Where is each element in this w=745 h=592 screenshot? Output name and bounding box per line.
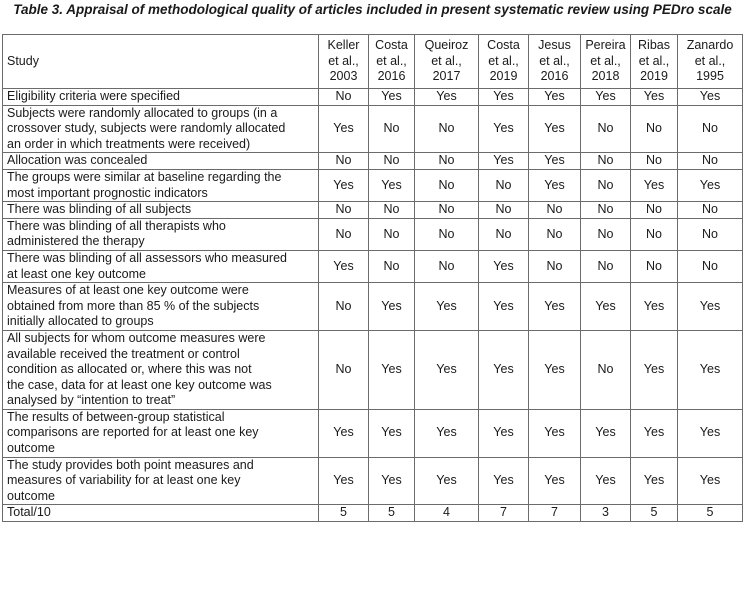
study-header-line: 2003	[329, 69, 358, 84]
study-header-line: Keller	[327, 38, 360, 53]
score-cell: Yes	[529, 283, 581, 331]
score-cell: Yes	[678, 457, 743, 505]
score-cell: No	[319, 89, 369, 106]
score-cell: Yes	[631, 330, 678, 409]
score-cell: Yes	[479, 330, 529, 409]
score-cell: No	[319, 218, 369, 250]
score-cell: No	[581, 169, 631, 201]
criterion-line: Measures of at least one key outcome were	[7, 283, 249, 298]
study-header-line: et al.,	[431, 53, 462, 68]
table-row	[3, 457, 743, 505]
score-cell: No	[581, 105, 631, 153]
study-header-line: 2016	[377, 69, 406, 84]
table-row	[3, 250, 743, 282]
criterion-line: comparisons are reported for at least one key	[7, 425, 259, 440]
score-cell: No	[529, 202, 581, 219]
score-cell: No	[581, 218, 631, 250]
score-cell: Yes	[631, 457, 678, 505]
criterion-line: the case, data for at least one key outcome was	[7, 377, 272, 392]
score-cell: No	[319, 202, 369, 219]
table-row	[3, 105, 743, 153]
study-header-line: 2016	[540, 69, 569, 84]
score-cell: No	[415, 218, 479, 250]
criterion-line: at least one key outcome	[7, 266, 146, 281]
score-cell: Yes	[678, 169, 743, 201]
study-header-line: Costa	[375, 38, 408, 53]
study-header-line: et al.,	[590, 53, 621, 68]
criterion-cell	[3, 218, 319, 250]
criterion-cell	[3, 89, 319, 106]
score-cell: Yes	[415, 457, 479, 505]
score-cell: No	[678, 218, 743, 250]
score-cell: Yes	[678, 330, 743, 409]
criterion-line: crossover study, subjects were randomly allocated	[7, 121, 286, 136]
criterion-line: There was blinding of all subjects	[7, 202, 192, 217]
study-header-line: et al.,	[638, 53, 670, 68]
table-body	[3, 89, 743, 522]
score-cell: Yes	[529, 330, 581, 409]
criterion-line: All subjects for whom outcome measures were	[7, 330, 266, 345]
score-cell: No	[369, 202, 415, 219]
study-header-line: 1995	[696, 69, 724, 84]
score-cell: Yes	[678, 89, 743, 106]
study-header-line: et al.,	[539, 53, 570, 68]
score-cell: No	[678, 153, 743, 170]
score-cell: No	[529, 218, 581, 250]
score-cell: Yes	[631, 89, 678, 106]
criterion-line: outcome	[7, 488, 55, 503]
criterion-cell	[3, 505, 319, 522]
score-cell: No	[631, 250, 678, 282]
study-header-line: et al.,	[488, 53, 519, 68]
score-cell: Yes	[529, 169, 581, 201]
score-cell: No	[678, 250, 743, 282]
criterion-cell	[3, 283, 319, 331]
score-cell: Yes	[479, 409, 529, 457]
score-cell: No	[369, 153, 415, 170]
criterion-cell	[3, 457, 319, 505]
criterion-line: There was blinding of all assessors who measured	[7, 250, 287, 265]
score-cell: Yes	[369, 330, 415, 409]
score-cell: No	[479, 218, 529, 250]
header-row	[3, 35, 743, 89]
score-cell: No	[415, 202, 479, 219]
criterion-cell	[3, 153, 319, 170]
study-column-header	[415, 35, 479, 89]
criterion-line: administered the therapy	[7, 234, 145, 249]
study-header-line: Jesus	[538, 38, 571, 53]
score-cell: No	[479, 169, 529, 201]
criterion-cell	[3, 202, 319, 219]
score-cell: Yes	[319, 169, 369, 201]
score-cell: No	[369, 218, 415, 250]
score-cell: No	[415, 105, 479, 153]
study-column-header	[631, 35, 678, 89]
score-cell: No	[631, 202, 678, 219]
score-cell: Yes	[369, 409, 415, 457]
study-header-line: Zanardo	[686, 38, 734, 53]
criterion-line: condition as allocated or, where this was not	[7, 362, 252, 377]
study-column-header	[479, 35, 529, 89]
score-cell: No	[581, 250, 631, 282]
criterion-line: Eligibility criteria were specified	[7, 89, 180, 103]
score-cell: Yes	[415, 409, 479, 457]
table-row	[3, 153, 743, 170]
score-cell: Yes	[319, 105, 369, 153]
score-cell: No	[415, 153, 479, 170]
criterion-line: There was blinding of all therapists who	[7, 218, 226, 233]
score-cell: No	[581, 330, 631, 409]
score-cell: Yes	[479, 250, 529, 282]
study-header-line: Costa	[487, 38, 520, 53]
score-cell: Yes	[581, 409, 631, 457]
score-cell: No	[369, 250, 415, 282]
study-column-header	[678, 35, 743, 89]
score-cell: Yes	[369, 457, 415, 505]
score-cell: No	[479, 202, 529, 219]
score-cell: No	[581, 202, 631, 219]
score-cell: 4	[415, 505, 479, 522]
score-cell: Yes	[678, 283, 743, 331]
score-cell: Yes	[479, 283, 529, 331]
score-cell: No	[369, 105, 415, 153]
score-cell: Yes	[319, 409, 369, 457]
criterion-line: measures of variability for at least one key	[7, 473, 241, 488]
score-cell: No	[319, 330, 369, 409]
score-cell: Yes	[631, 283, 678, 331]
table-row	[3, 202, 743, 219]
table-row	[3, 283, 743, 331]
score-cell: Yes	[529, 153, 581, 170]
score-cell: Yes	[678, 409, 743, 457]
criterion-line: initially allocated to groups	[7, 314, 154, 329]
score-cell: Yes	[479, 153, 529, 170]
criterion-cell	[3, 409, 319, 457]
study-header-line: Ribas	[638, 38, 670, 53]
score-cell: 7	[529, 505, 581, 522]
study-column-header	[529, 35, 581, 89]
score-cell: Yes	[631, 169, 678, 201]
score-cell: Yes	[369, 89, 415, 106]
criterion-line: Total/10	[7, 505, 51, 520]
score-cell: 5	[319, 505, 369, 522]
pedro-table	[2, 34, 743, 522]
score-cell: No	[581, 153, 631, 170]
criterion-cell	[3, 250, 319, 282]
score-cell: 5	[369, 505, 415, 522]
score-cell: Yes	[319, 457, 369, 505]
study-header-line: 2017	[432, 69, 461, 84]
criterion-cell	[3, 169, 319, 201]
table-row	[3, 505, 743, 522]
criterion-line: available received the treatment or control	[7, 346, 240, 361]
criterion-line: outcome	[7, 441, 55, 456]
score-cell: No	[631, 153, 678, 170]
study-header-line: et al.,	[376, 53, 407, 68]
score-cell: Yes	[479, 105, 529, 153]
table-row	[3, 218, 743, 250]
table-row	[3, 330, 743, 409]
score-cell: Yes	[369, 283, 415, 331]
score-cell: Yes	[479, 457, 529, 505]
study-column-header	[319, 35, 369, 89]
score-cell: Yes	[581, 89, 631, 106]
criterion-line: analysed by “intention to treat”	[7, 393, 176, 408]
table-row	[3, 89, 743, 106]
score-cell: Yes	[369, 169, 415, 201]
table-row	[3, 409, 743, 457]
score-cell: Yes	[529, 457, 581, 505]
score-cell: Yes	[319, 250, 369, 282]
score-cell: Yes	[479, 89, 529, 106]
criterion-line: The study provides both point measures and	[7, 457, 254, 472]
study-header-line: Pereira	[585, 38, 626, 53]
table-row	[3, 169, 743, 201]
score-cell: 7	[479, 505, 529, 522]
score-cell: No	[678, 105, 743, 153]
criterion-line: an order in which treatments were received)	[7, 136, 251, 151]
score-cell: Yes	[529, 89, 581, 106]
criterion-line: The groups were similar at baseline regarding the	[7, 169, 282, 184]
criterion-line: most important prognostic indicators	[7, 185, 208, 200]
score-cell: No	[319, 153, 369, 170]
score-cell: 3	[581, 505, 631, 522]
score-cell: No	[529, 250, 581, 282]
score-cell: Yes	[529, 409, 581, 457]
study-column-header	[581, 35, 631, 89]
criterion-line: Allocation was concealed	[7, 153, 148, 168]
study-column-header	[369, 35, 415, 89]
study-header-line: 2019	[640, 69, 668, 84]
criterion-line: Subjects were randomly allocated to groups (in a	[7, 105, 278, 120]
score-cell: 5	[631, 505, 678, 522]
study-header-line: et al.,	[694, 53, 726, 68]
study-header-line: 2019	[489, 69, 518, 84]
score-cell: No	[631, 218, 678, 250]
score-cell: No	[631, 105, 678, 153]
score-cell: Yes	[415, 89, 479, 106]
criterion-cell	[3, 330, 319, 409]
score-cell: Yes	[415, 330, 479, 409]
criterion-cell	[3, 105, 319, 153]
score-cell: Yes	[415, 283, 479, 331]
study-header-line: 2018	[591, 69, 620, 84]
score-cell: No	[678, 202, 743, 219]
study-header: Study	[3, 35, 319, 89]
score-cell: No	[415, 250, 479, 282]
score-cell: Yes	[581, 283, 631, 331]
score-cell: Yes	[581, 457, 631, 505]
study-header-line: et al.,	[328, 53, 359, 68]
score-cell: No	[319, 283, 369, 331]
score-cell: No	[415, 169, 479, 201]
score-cell: 5	[678, 505, 743, 522]
study-header-line: Queiroz	[424, 38, 469, 53]
score-cell: Yes	[529, 105, 581, 153]
table-caption: Table 3. Appraisal of methodological quality of articles included in present systematic review using PEDro scale	[13, 2, 732, 17]
criterion-line: The results of between-group statistical	[7, 409, 225, 424]
criterion-line: obtained from more than 85 % of the subjects	[7, 298, 260, 313]
score-cell: Yes	[631, 409, 678, 457]
